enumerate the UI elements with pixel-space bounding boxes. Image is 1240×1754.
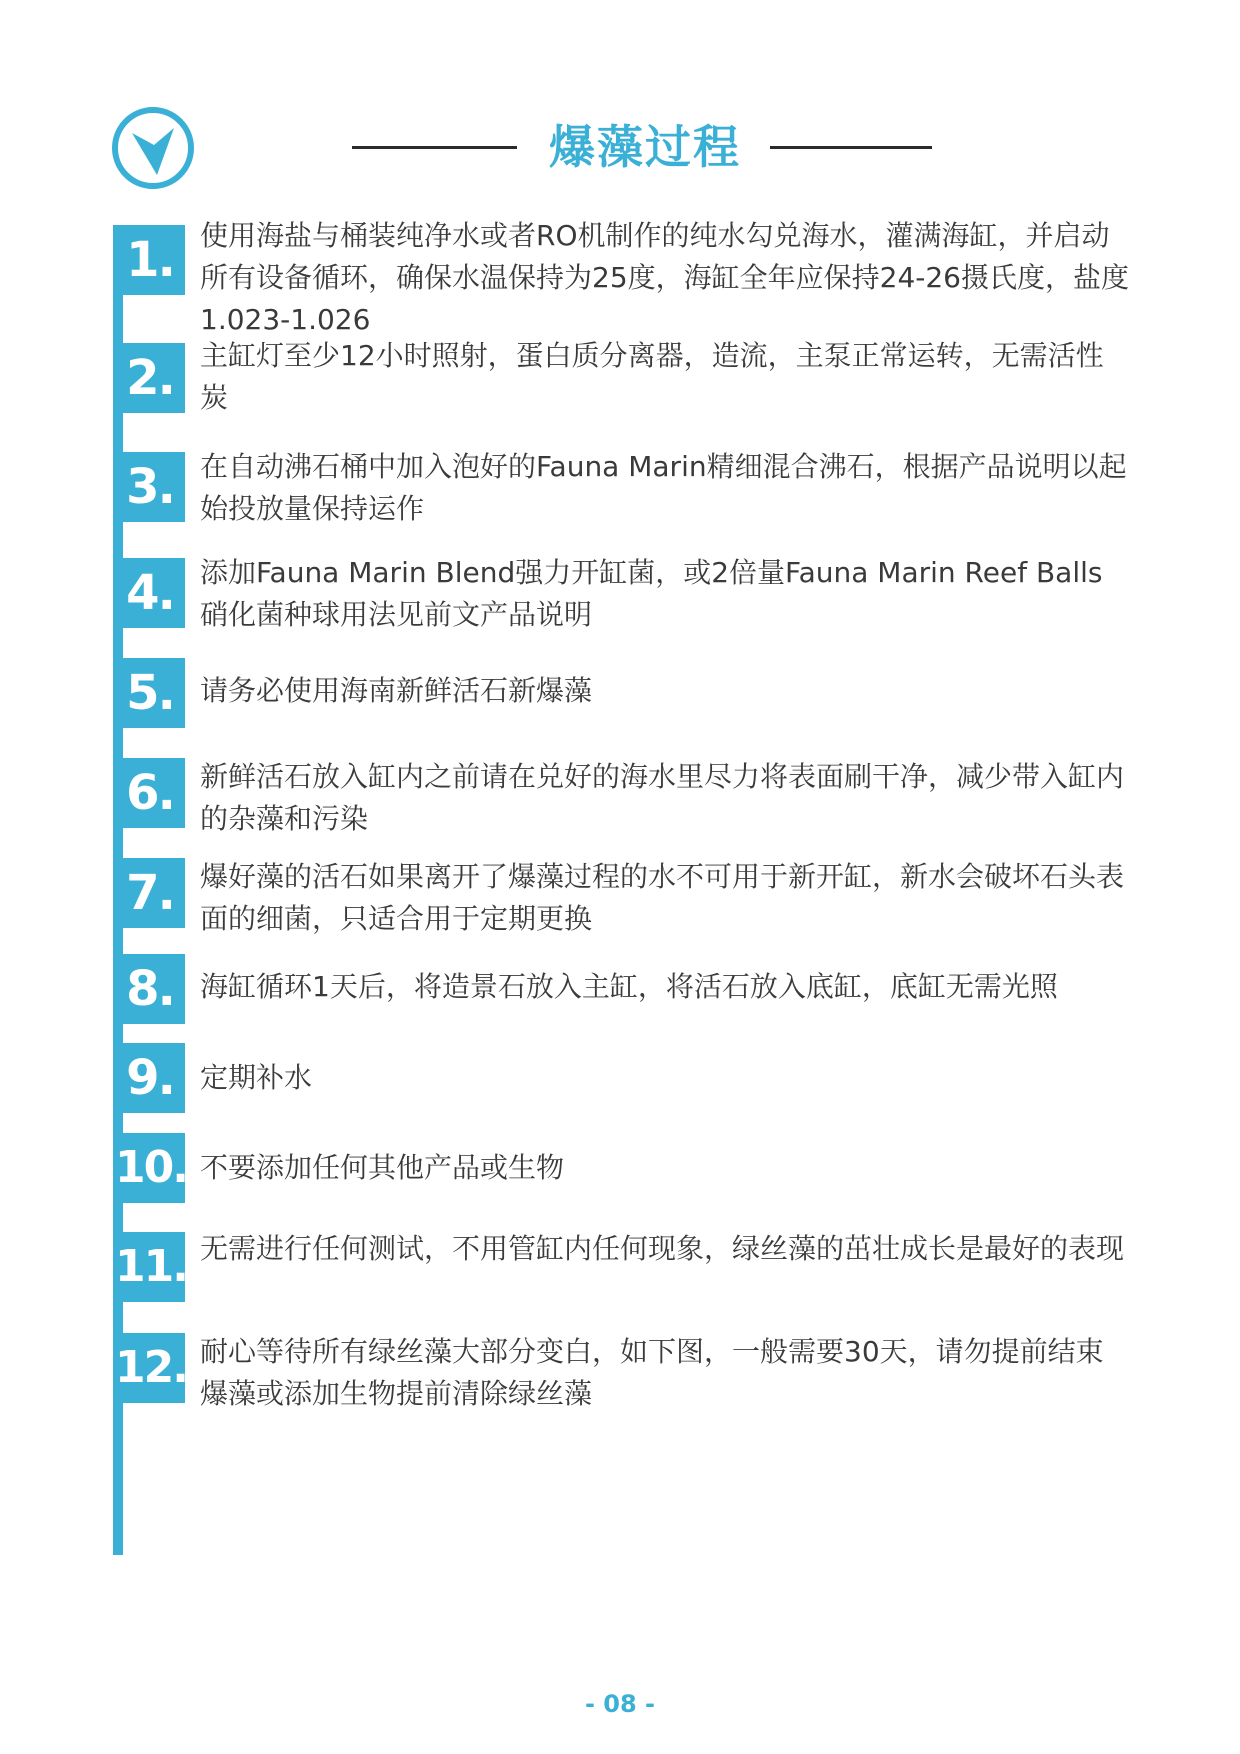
step-text: 在自动沸石桶中加入泡好的Fauna Marin精细混合沸石，根据产品说明以起始投放量保持运作	[200, 450, 1127, 525]
step-text: 无需进行任何测试，不用管缸内任何现象，绿丝藻的茁壮成长是最好的表现	[200, 1232, 1125, 1265]
page-title: 爆藻过程	[549, 120, 741, 174]
page-number: - 08 -	[584, 1690, 656, 1718]
step-number: 10.	[115, 1133, 185, 1203]
step-text: 请务必使用海南新鲜活石新爆藻	[200, 674, 593, 707]
step-number: 9.	[115, 1043, 185, 1113]
step-number: 5.	[115, 658, 185, 728]
step-text: 定期补水	[200, 1061, 313, 1094]
step-number: 3.	[115, 452, 185, 522]
step-number: 7.	[115, 858, 185, 928]
check-chevron-circle-icon	[110, 105, 196, 191]
step-number: 2.	[115, 343, 185, 413]
step-text: 海缸循环1天后，将造景石放入主缸，将活石放入底缸，底缸无需光照	[200, 970, 1058, 1003]
step-number: 4.	[115, 558, 185, 628]
step-text: 使用海盐与桶装纯净水或者RO机制作的纯水勾兑海水，灌满海缸，并启动所有设备循环，确保水温保持为25度，海缸全年应保持24-26摄氏度，盐度1.023-1.026	[200, 219, 1129, 336]
step-text: 耐心等待所有绿丝藻大部分变白，如下图，一般需要30天，请勿提前结束爆藻或添加生物提前清除绿丝藻	[200, 1335, 1104, 1410]
step-number: 11.	[115, 1232, 185, 1302]
step-text: 新鲜活石放入缸内之前请在兑好的海水里尽力将表面刷干净，减少带入缸内的杂藻和污染	[200, 760, 1125, 835]
step-text: 不要添加任何其他产品或生物	[200, 1151, 565, 1184]
step-text: 爆好藻的活石如果离开了爆藻过程的水不可用于新开缸，新水会破坏石头表面的细菌，只适合用于定期更换	[200, 860, 1125, 935]
step-number: 12.	[115, 1333, 185, 1403]
title-rule-right	[770, 146, 932, 149]
step-text: 添加Fauna Marin Blend强力开缸菌，或2倍量Fauna Marin Reef Balls 硝化菌种球用法见前文产品说明	[200, 556, 1103, 631]
step-number: 1.	[115, 225, 185, 295]
step-number: 8.	[115, 954, 185, 1024]
step-number: 6.	[115, 758, 185, 828]
title-rule-left	[352, 146, 517, 149]
step-text: 主缸灯至少12小时照射，蛋白质分离器，造流，主泵正常运转，无需活性炭	[200, 339, 1104, 414]
